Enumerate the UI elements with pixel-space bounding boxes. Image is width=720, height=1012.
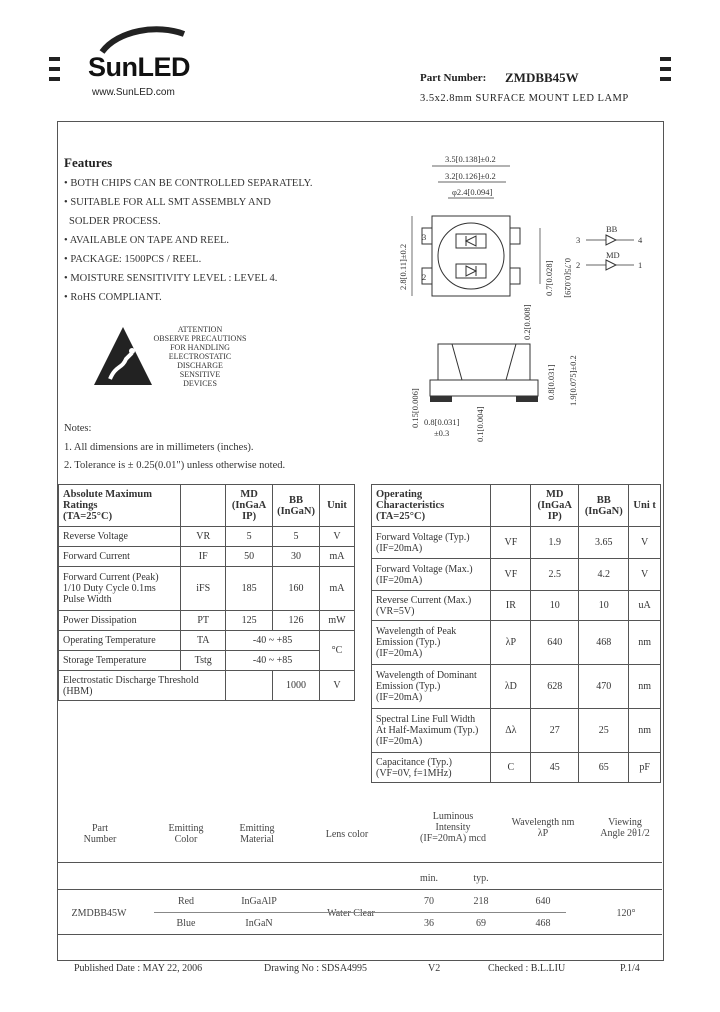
sel-min: min.	[419, 873, 439, 884]
table-row: Reverse Current (Max.) (VR=5V) IR 10 10 uA	[372, 591, 661, 621]
dim-pin-width: 0.75[0.029]	[563, 258, 573, 298]
part-number: ZMDBB45W	[505, 70, 579, 85]
dim-lead-gap: 0.1[0.004]	[475, 406, 485, 442]
dim-inner-width: 3.2[0.126]±0.2	[445, 171, 496, 181]
feature-item: • MOISTURE SENSITIVITY LEVEL : LEVEL 4.	[64, 273, 278, 284]
sel-min-value: 36	[424, 918, 434, 929]
sel-angle: 120°	[616, 908, 636, 919]
part-number-label: Part Number:	[420, 72, 487, 84]
pin-label: 2	[576, 260, 581, 270]
dim-height: 2.8[0.11]±0.2	[398, 243, 408, 290]
logo-arc-icon	[98, 24, 188, 54]
col-md: MD (InGaA IP)	[226, 485, 273, 527]
sel-wave-value: 468	[535, 918, 551, 929]
dim-top-width: 3.5[0.138]±0.2	[445, 154, 496, 164]
pin-label: 2	[422, 272, 427, 282]
dim-pad-width: φ2.4[0.094]	[452, 187, 493, 197]
sel-typ-value: 69	[476, 918, 486, 929]
sel-rule	[58, 862, 662, 863]
table-row: Forward Current (Peak) 1/10 Duty Cycle 0.1ms Pulse Width iFS 185 160 mA	[59, 567, 355, 611]
pin-label: 4	[638, 235, 643, 245]
col-md: MD (InGaA IP)	[531, 485, 579, 527]
feature-item: • RoHS COMPLIANT.	[64, 292, 162, 303]
op-char-table	[371, 484, 661, 783]
feature-item: • AVAILABLE ON TAPE AND REEL.	[64, 235, 230, 246]
sel-rule	[58, 889, 662, 890]
sel-col-lum: Luminous Intensity (IF=20mA) mcd	[420, 811, 486, 844]
sel-typ: typ.	[473, 873, 489, 884]
sel-part: ZMDBB45W	[71, 908, 127, 919]
dim-lead-length: 0.8[0.031]	[424, 417, 460, 427]
table-row: Reverse Voltage VR 5 5 V	[59, 527, 355, 547]
subtitle: 3.5x2.8mm SURFACE MOUNT LED LAMP	[420, 93, 629, 104]
table-row: Electrostatic Discharge Threshold (HBM) 1000 V	[59, 671, 355, 701]
sel-col-lens: Lens color	[325, 829, 369, 840]
logo-bar	[660, 77, 671, 81]
published-date: Published Date : MAY 22, 2006	[74, 963, 203, 974]
dim-lead-tol: ±0.3	[434, 428, 450, 438]
table-row: Capacitance (Typ.) (VF=0V, f=1MHz) C 45 65 pF	[372, 753, 661, 783]
pin-label: 3	[422, 232, 427, 242]
sel-typ-value: 218	[473, 896, 489, 907]
table-row: Storage Temperature Tstg -40 ~ +85	[59, 651, 355, 671]
note-item: 2. Tolerance is ± 0.25(0.01") unless otherwise noted.	[64, 460, 286, 471]
col-bb: BB (InGaN)	[273, 485, 320, 527]
sel-rule	[154, 912, 566, 913]
notes-title: Notes:	[64, 423, 92, 434]
table-row: Forward Voltage (Typ.) (IF=20mA) VF 1.9 3.65 V	[372, 527, 661, 559]
dim-side-offset: 0.2[0.008]	[522, 304, 532, 340]
sel-lens: Water Clear	[327, 908, 375, 919]
sel-wave-value: 640	[535, 896, 551, 907]
logo-bar	[49, 57, 60, 61]
features-title: Features	[64, 155, 113, 170]
package-drawing	[390, 148, 662, 448]
sel-col-color: Emitting Color	[168, 823, 204, 845]
logo-bar	[49, 67, 60, 71]
feature-item: • PACKAGE: 1500PCS / REEL.	[64, 254, 202, 265]
abs-max-table	[58, 484, 355, 701]
col-unit: Unit	[320, 485, 355, 527]
sel-material: InGaAlP	[241, 896, 277, 907]
table-row: Wavelength of Dominant Emission (Typ.) (IF=20mA) λD 628 470 nm	[372, 665, 661, 709]
md-label: MD	[606, 250, 620, 260]
sel-col-part: Part Number	[83, 823, 117, 845]
sel-col-wave: Wavelength nm λP	[511, 817, 575, 839]
abs-max-header: Absolute Maximum Ratings (TA=25°C)	[59, 485, 181, 527]
version: V2	[428, 963, 441, 974]
dim-lead-thickness: 0.15[0.006]	[410, 388, 420, 428]
feature-item: SOLDER PROCESS.	[69, 216, 161, 227]
feature-item: • BOTH CHIPS CAN BE CONTROLLED SEPARATELY.	[64, 178, 313, 189]
sel-color: Red	[177, 896, 195, 907]
sel-min-value: 70	[424, 896, 434, 907]
logo-bar	[660, 67, 671, 71]
note-item: 1. All dimensions are in millimeters (inches).	[64, 442, 254, 453]
page-number: P.1/4	[620, 963, 640, 974]
col-bb: BB (InGaN)	[579, 485, 629, 527]
table-row: Forward Current IF 50 30 mA	[59, 547, 355, 567]
sel-col-angle: Viewing Angle 2θ1/2	[600, 817, 650, 839]
sel-material: InGaN	[245, 918, 273, 929]
logo-bar	[660, 57, 671, 61]
brand-logo: SunLED	[88, 52, 190, 82]
table-row: Spectral Line Full Width At Half-Maximum (Typ.) (IF=20mA) Δλ 27 25 nm	[372, 709, 661, 753]
table-row: Forward Voltage (Max.) (IF=20mA) VF 2.5 4.2 V	[372, 559, 661, 591]
website-link[interactable]: www.SunLED.com	[92, 87, 175, 98]
sel-col-material: Emitting Material	[239, 823, 275, 845]
drawing-number: Drawing No : SDSA4995	[264, 963, 368, 974]
op-char-header: Operating Characteristics (TA=25°C)	[372, 485, 491, 527]
dim-pin-pitch: 0.7[0.028]	[544, 260, 554, 296]
table-row: Operating Temperature TA -40 ~ +85 °C	[59, 631, 355, 651]
sel-color: Blue	[176, 918, 196, 929]
table-row: Power Dissipation PT 125 126 mW	[59, 611, 355, 631]
dim-side-height: 0.8[0.031]	[546, 364, 556, 400]
esd-warning-icon	[92, 325, 154, 387]
feature-item: • SUITABLE FOR ALL SMT ASSEMBLY AND	[64, 197, 271, 208]
esd-notice: ATTENTION OBSERVE PRECAUTIONS FOR HANDLING ELECTROSTATIC DISCHARGE SENSITIVE DEVICES	[153, 325, 247, 388]
pin-label: 3	[576, 235, 581, 245]
logo-bar	[49, 77, 60, 81]
checked-by: Checked : B.L.LIU	[488, 963, 566, 974]
pin-label: 1	[638, 260, 643, 270]
bb-label: BB	[606, 224, 618, 234]
dim-side-total: 1.9[0.075]±0.2	[568, 355, 578, 406]
sel-rule	[58, 934, 662, 935]
table-row: Wavelength of Peak Emission (Typ.) (IF=20mA) λP 640 468 nm	[372, 621, 661, 665]
col-unit: Uni t	[629, 485, 661, 527]
